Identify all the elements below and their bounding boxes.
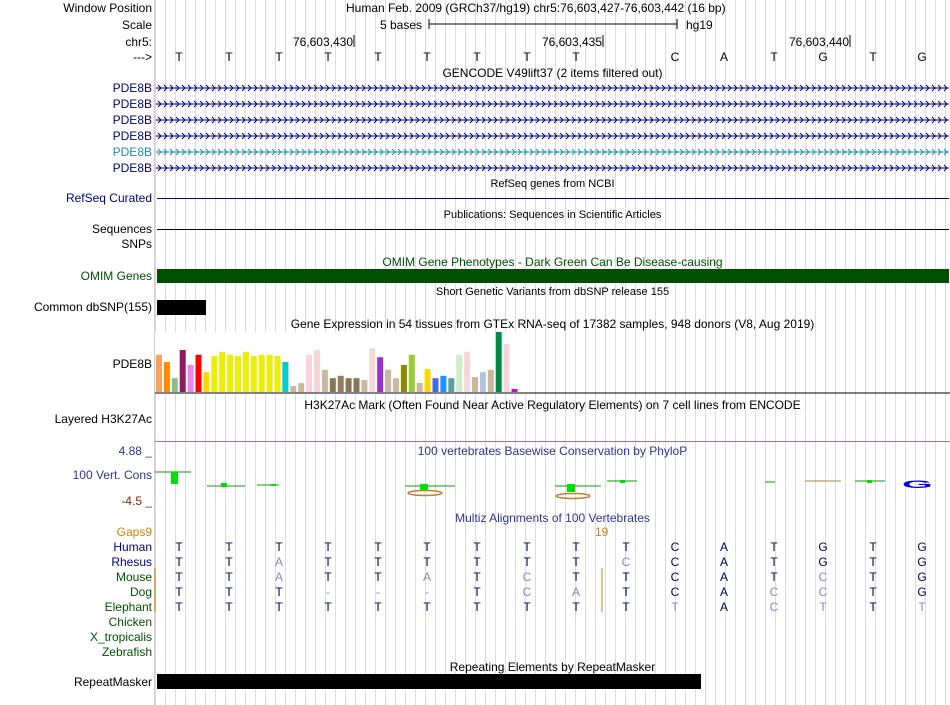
multiz-species-label[interactable]: Human [113,540,152,554]
gtex-tissue-bar[interactable] [361,380,367,392]
position-tick-3: 76,603,440 [788,35,849,49]
h3k27ac-label[interactable]: Layered H3K27Ac [54,412,152,426]
multiz-base: T [225,555,233,569]
gtex-tissue-bar[interactable] [385,370,391,392]
dbsnp-title: Short Genetic Variants from dbSNP release 155 [435,286,670,298]
gtex-tissue-bar[interactable] [504,344,510,392]
multiz-gap-count: 19 [595,525,609,539]
gtex-tissue-bar[interactable] [488,370,494,392]
gtex-tissue-bar[interactable] [346,378,352,392]
gtex-tissue-bar[interactable] [314,350,320,392]
multiz-base: T [770,570,778,584]
gencode-label[interactable]: PDE8B [112,113,152,127]
gtex-tissue-bar[interactable] [196,355,202,392]
gencode-title: GENCODE V49lift37 (2 items filtered out) [442,66,663,80]
multiz-base: T [225,585,233,599]
gtex-tissue-bar[interactable] [227,355,233,392]
repeatmasker-label[interactable]: RepeatMasker [73,675,152,689]
gtex-title: Gene Expression in 54 tissues from GTEx RNA-seq of 17382 samples, 948 donors (V8, Aug 2019) [290,317,815,331]
multiz-base: T [473,540,481,554]
gtex-tissue-bar[interactable] [440,376,446,392]
multiz-base: A [571,585,580,599]
gtex-tissue-bar[interactable] [433,378,439,392]
multiz-base: T [423,555,431,569]
multiz-base: T [423,540,431,554]
gtex-tissue-bar[interactable] [330,378,336,392]
repeatmasker-feature[interactable] [157,674,701,689]
multiz-base: T [918,600,926,614]
multiz-base: - [376,585,380,599]
multiz-base: T [473,570,481,584]
multiz-base: T [523,600,531,614]
multiz-base: G [917,555,927,569]
gtex-tissue-bar[interactable] [338,376,344,392]
multiz-base: T [473,600,481,614]
window-position-text: Human Feb. 2009 (GRCh37/hg19) chr5:76,603,427-76,603,442 (16 bp) [346,1,726,15]
reference-base: T [225,50,233,64]
reference-base: T [175,50,183,64]
multiz-base: T [374,555,382,569]
multiz-base: G [917,570,927,584]
multiz-base: A [274,570,283,584]
reference-base: T [572,50,580,64]
refseq-feature[interactable] [157,198,949,199]
snps-label[interactable]: SNPs [121,237,152,251]
reference-base: C [670,50,680,64]
strand-arrow-label: ---> [133,50,152,64]
reference-base: G [917,50,927,64]
gtex-tissue-bar[interactable] [164,362,170,392]
multiz-base: T [275,600,283,614]
gtex-chart[interactable] [155,330,950,396]
reference-base: T [275,50,283,64]
multiz-species-label[interactable]: Mouse [115,570,152,584]
multiz-base: A [274,555,283,569]
multiz-gaps-label: Gaps9 [116,525,152,539]
gtex-tissue-bar[interactable] [393,378,399,392]
gencode-transcript[interactable] [155,115,950,125]
multiz-base: T [869,540,877,554]
gtex-label[interactable]: PDE8B [112,357,152,371]
multiz-base: T [572,555,580,569]
multiz-base: T [275,585,283,599]
svg-text:G: G [902,478,933,491]
multiz-base: G [917,540,927,554]
repeatmasker-title: Repeating Elements by RepeatMasker [449,660,656,674]
reference-base: T [423,50,431,64]
multiz-base: - [326,585,330,599]
gtex-tissue-bar[interactable] [401,365,407,392]
multiz-base: T [275,540,283,554]
gencode-label[interactable]: PDE8B [112,97,152,111]
gtex-tissue-bar[interactable] [180,350,186,392]
multiz-base: A [719,555,728,569]
multiz-base: T [374,540,382,554]
multiz-base: T [473,555,481,569]
multiz-base: G [818,555,828,569]
reference-base: A [719,50,728,64]
multiz-base: T [869,585,877,599]
gtex-tissue-bar[interactable] [219,352,225,392]
reference-base: T [473,50,481,64]
window-position-label: Window Position [63,1,152,15]
gtex-tissue-bar[interactable] [298,383,304,392]
gtex-tissue-bar[interactable] [354,378,360,392]
multiz-base: A [422,570,431,584]
multiz-base: T [225,570,233,584]
sequences-label[interactable]: Sequences [91,222,152,236]
multiz-base: T [324,600,332,614]
gtex-tissue-bar[interactable] [211,356,217,392]
dbsnp-label[interactable]: Common dbSNP(155) [33,300,152,314]
refseq-title: RefSeq genes from NCBI [490,178,615,190]
position-tick-2: 76,603,435 [541,35,602,49]
multiz-base: T [324,540,332,554]
multiz-base: T [770,540,778,554]
multiz-base: T [324,555,332,569]
multiz-base: T [175,600,183,614]
gtex-tissue-bar[interactable] [267,355,273,392]
multiz-base: T [175,540,183,554]
phylop-min: -4.5 _ [121,494,152,508]
reference-base: T [770,50,778,64]
multiz-base: T [523,540,531,554]
scale-label: Scale [121,18,152,32]
multiz-species-label[interactable]: Chicken [108,615,152,629]
multiz-base: T [175,555,183,569]
multiz-base: T [622,585,630,599]
phylop-chart[interactable] [155,462,950,502]
multiz-base: T [473,585,481,599]
reference-base: T [869,50,877,64]
multiz-base: C [670,540,680,554]
multiz-title: Multiz Alignments of 100 Vertebrates [455,511,650,525]
reference-base: T [324,50,332,64]
multiz-species-label[interactable]: Elephant [104,600,152,614]
position-tick-marks [354,34,950,48]
multiz-base: C [769,600,779,614]
multiz-base: T [572,540,580,554]
multiz-base: G [818,540,828,554]
gtex-tissue-bar[interactable] [377,357,383,392]
gtex-tissue-bar[interactable] [282,362,288,392]
multiz-base: C [522,585,532,599]
gtex-tissue-bar[interactable] [251,356,257,392]
omim-label[interactable]: OMIM Genes [80,269,152,283]
gencode-transcript[interactable] [155,147,950,157]
multiz-base: G [917,585,927,599]
gencode-label[interactable]: PDE8B [112,129,152,143]
multiz-base: A [719,540,728,554]
gencode-label[interactable]: PDE8B [112,161,152,175]
gtex-tissue-bar[interactable] [464,352,470,392]
multiz-base: C [670,555,680,569]
gtex-tissue-bar[interactable] [448,378,454,392]
phylop-max: 4.88 _ [118,444,152,458]
gtex-tissue-bar[interactable] [472,377,478,392]
multiz-base: T [175,570,183,584]
multiz-base: T [622,600,630,614]
gtex-tissue-bar[interactable] [275,356,281,392]
multiz-base: T [869,570,877,584]
gencode-label[interactable]: PDE8B [112,81,152,95]
multiz-base: T [374,570,382,584]
multiz-species-label[interactable]: Zebrafish [101,645,152,659]
refseq-label[interactable]: RefSeq Curated [65,191,152,205]
gencode-transcript[interactable] [155,83,950,93]
publications-feature[interactable] [157,229,949,230]
publications-title: Publications: Sequences in Scientific Articles [443,209,662,221]
dbsnp-feature[interactable] [157,300,206,315]
gtex-tissue-bar[interactable] [409,355,415,392]
reference-base: T [374,50,382,64]
multiz-species-label[interactable]: Rhesus [111,555,152,569]
gtex-tissue-bar[interactable] [480,372,486,392]
reference-base: T [523,50,531,64]
multiz-base: C [621,555,631,569]
gtex-tissue-bar[interactable] [259,355,265,392]
multiz-base: T [225,540,233,554]
multiz-base: T [819,600,827,614]
gencode-transcript[interactable] [155,99,950,109]
scale-text: 5 bases [380,18,423,32]
gtex-tissue-bar[interactable] [156,355,162,392]
multiz-base: C [670,585,680,599]
gtex-tissue-bar[interactable] [235,356,241,392]
gtex-tissue-bar[interactable] [496,332,502,392]
gtex-tissue-bar[interactable] [512,389,518,392]
multiz-base: A [719,585,728,599]
gtex-tissue-bar[interactable] [203,372,209,392]
multiz-species-label[interactable]: X_tropicalis [89,630,152,644]
multiz-base: T [175,585,183,599]
h3k27ac-baseline [155,441,950,442]
multiz-base: T [423,600,431,614]
gtex-tissue-bar[interactable] [188,365,194,392]
multiz-base: T [671,600,679,614]
multiz-base: T [622,540,630,554]
gtex-tissue-bar[interactable] [456,355,462,392]
multiz-base: T [572,570,580,584]
gtex-tissue-bar[interactable] [306,355,312,392]
multiz-base: T [324,570,332,584]
multiz-base: T [869,555,877,569]
gtex-tissue-bar[interactable] [425,369,431,392]
multiz-base: C [818,570,828,584]
multiz-base: T [523,555,531,569]
chrom-label: chr5: [125,35,152,49]
gencode-label[interactable]: PDE8B [112,145,152,159]
multiz-species-label[interactable]: Dog [129,585,152,599]
phylop-label[interactable]: 100 Vert. Cons [72,468,152,482]
gtex-tissue-bar[interactable] [322,370,328,392]
multiz-base: C [522,570,532,584]
multiz-base: C [769,585,779,599]
reference-base: G [818,50,828,64]
gtex-tissue-bar[interactable] [290,386,296,392]
multiz-base: C [818,585,828,599]
gencode-transcript[interactable] [155,131,950,141]
multiz-base: C [670,570,680,584]
multiz-base: T [225,600,233,614]
multiz-base: T [572,600,580,614]
multiz-gap-marks [155,568,950,614]
multiz-base: T [770,555,778,569]
omim-title: OMIM Gene Phenotypes - Dark Green Can Be Disease-causing [382,255,723,269]
multiz-base: T [869,600,877,614]
gtex-tissue-bar[interactable] [172,378,178,392]
multiz-base: - [425,585,429,599]
position-tick-1: 76,603,430 [292,35,353,49]
omim-feature[interactable] [157,269,949,283]
h3k27ac-title: H3K27Ac Mark (Often Found Near Active Regulatory Elements) on 7 cell lines from ENCODE [304,398,801,412]
scale-db: hg19 [686,18,713,32]
gtex-tissue-bar[interactable] [417,383,423,392]
phylop-title: 100 vertebrates Basewise Conservation by PhyloP [417,444,688,458]
multiz-base: T [622,570,630,584]
multiz-base: T [374,600,382,614]
gencode-transcript[interactable] [155,163,950,173]
scale-bar [428,17,680,31]
gtex-tissue-bar[interactable] [243,352,249,392]
gtex-tissue-bar[interactable] [369,348,375,392]
multiz-base: A [719,570,728,584]
multiz-base: A [719,600,728,614]
